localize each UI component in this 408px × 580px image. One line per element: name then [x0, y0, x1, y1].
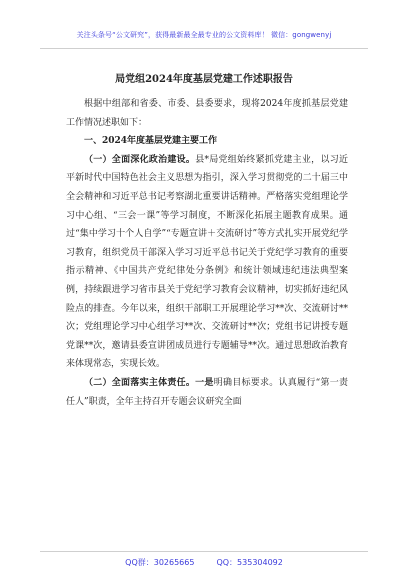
- item-2-heading: （二）全面落实主体责任。: [84, 377, 196, 388]
- item-1-body: 县*局党组始终紧抓党建主业，以习近平新时代中国特色社会主义思想为指引，深入学习贯彻党的二十届三中全会精神和习近平总书记考察湖北重要讲话精神。严格落实党组理论学习中心组、“三会一课”等学习制度，不断深化拓展主题教育成果。通过“集中学习十个人自学”“专题宣讲＋交流研讨”等方式扎实开展党纪学习教育，组织党员干部深入学习习近平总书记关于党纪学习教育的重要指示精神、《中国共产党纪律处分条例》和统计领域违纪违法典型案例，持续跟进学习省市县关于党纪学习教育会议精神，切实抓好违纪风险点的排查。今年以来，组织干部职工开展理论学习**次、交流研讨**次；党组理论学习中心组学习**次、交流研讨**次；党组书记讲授专题党课**次，邀请县委宣讲团成员进行专题辅导**次。通过思想政治教育来体现常态，实现长效。: [66, 154, 348, 370]
- item-2-lead: 一是: [195, 377, 214, 388]
- document-body: [66, 95, 348, 411]
- item-1-heading: （一）全面深化政治建设。: [84, 154, 196, 165]
- footer-divider: [40, 551, 368, 552]
- promo-banner: 关注头条号“公文研究”，获得最新最全最专业的公文资料库！ 微信：gongwenyj: [76, 31, 332, 39]
- intro-paragraph: 根据中组部和省委、市委、县委要求，现将2024年度抓基层党建工作情况述职如下：: [66, 99, 348, 128]
- item-1-paragraph: [66, 151, 348, 374]
- contact-footer: [0, 557, 408, 568]
- document-title: 局党组2024年度基层党建工作述职报告: [115, 74, 293, 85]
- item-2-paragraph: [66, 374, 348, 411]
- item-2-body: 明确目标要求。认真履行“第一责任人”职责，全年主持召开专题会议研究全面: [66, 377, 348, 407]
- header-divider: [40, 48, 368, 49]
- section-heading-1: 一、2024年度基层党建主要工作: [84, 136, 218, 147]
- qq-group: QQ群：30265665: [125, 558, 195, 567]
- qq-contact: QQ：535304092: [216, 558, 283, 567]
